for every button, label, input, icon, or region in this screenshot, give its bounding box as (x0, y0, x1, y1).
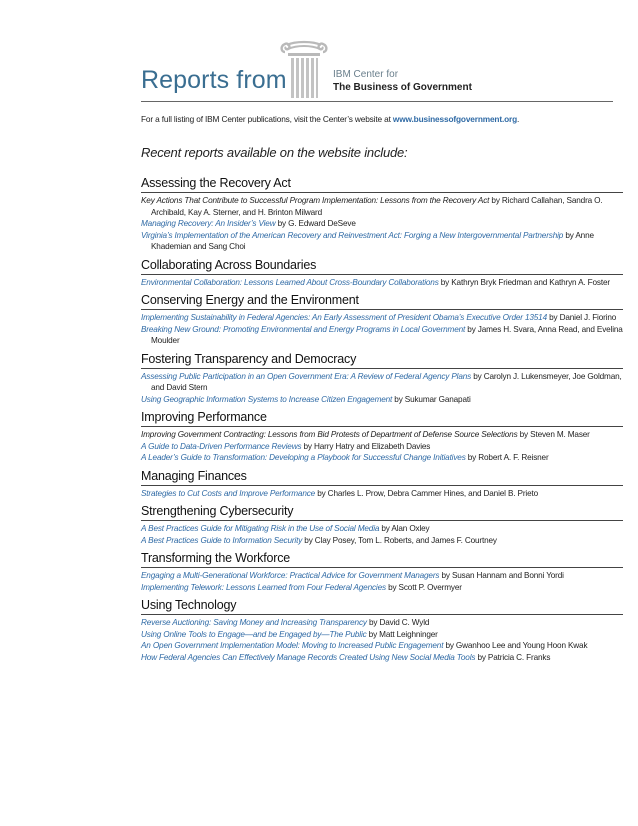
report-entry[interactable] (141, 277, 623, 289)
report-sections (141, 176, 623, 663)
report-entry[interactable] (141, 652, 623, 664)
section (141, 410, 623, 464)
report-title[interactable]: A Best Practices Guide to Information Security (141, 535, 303, 545)
report-authors: by Steven M. Maser (517, 430, 590, 439)
report-title[interactable]: A Best Practices Guide for Mitigating Risk in the Use of Social Media (141, 524, 380, 533)
center-name-label: The Business of Government (333, 82, 472, 93)
report-authors: by David C. Wyld (366, 618, 430, 627)
website-link[interactable]: www.businessofgovernment.org (392, 114, 518, 124)
report-title[interactable]: Using Online Tools to Engage—and be Engaged by—The Public (141, 629, 367, 639)
report-authors: by Clay Posey, Tom L. Roberts, and James F. Courtney (302, 535, 497, 545)
section (141, 258, 623, 289)
report-entry[interactable] (141, 629, 623, 641)
section (141, 504, 623, 546)
section-title: Transforming the Workforce (141, 551, 623, 568)
report-authors: by Sukumar Ganapati (392, 394, 471, 404)
report-title[interactable]: A Leader’s Guide to Transformation: Developing a Playbook for Successful Change Initiatives (141, 453, 466, 462)
report-entry[interactable] (141, 230, 623, 253)
report-authors: by G. Edward DeSeve (275, 219, 356, 228)
report-title[interactable]: Virginia’s Implementation of the American Recovery and Reinvestment Act: Forging a New Intergovernmental Partnership (141, 230, 564, 240)
report-authors: by Richard Callahan, Sandra O. Archibald, Kay A. Sterner, and H. Brinton Milward (151, 196, 603, 217)
report-authors: by Alan Oxley (379, 524, 430, 533)
report-title[interactable]: How Federal Agencies Can Effectively Manage Records Created Using New Social Media Tools (141, 652, 476, 662)
section-title: Fostering Transparency and Democracy (141, 352, 623, 369)
report-title[interactable]: Reverse Auctioning: Saving Money and Increasing Transparency (141, 618, 367, 627)
section-title: Using Technology (141, 598, 623, 615)
report-authors: by Patricia C. Franks (475, 652, 551, 662)
report-entry[interactable] (141, 570, 623, 582)
report-authors: by Matt Leighninger (366, 629, 438, 639)
report-authors: by Robert A. F. Reisner (465, 453, 549, 462)
report-title[interactable]: Key Actions That Contribute to Successful Program Implementation: Lessons from the Recovery Act (141, 196, 490, 205)
section (141, 551, 623, 593)
report-entry[interactable] (141, 535, 623, 547)
report-entry[interactable] (141, 218, 623, 230)
report-title[interactable]: An Open Government Implementation Model: Moving to Increased Public Engagement (141, 641, 444, 650)
report-authors: by Charles L. Prow, Debra Cammer Hines, and Daniel B. Prieto (315, 488, 539, 498)
report-title[interactable]: Implementing Sustainability in Federal Agencies: An Early Assessment of President Obama’s Executive Order 13514 (141, 313, 547, 322)
report-entry[interactable] (141, 617, 623, 629)
report-entry[interactable] (141, 195, 623, 218)
listing-note (141, 114, 621, 124)
header (141, 40, 611, 112)
section (141, 469, 623, 500)
report-authors: by Kathryn Bryk Friedman and Kathryn A. Foster (438, 277, 610, 287)
intro-heading: Recent reports available on the website include: (141, 145, 408, 160)
report-title[interactable]: Engaging a Multi-Generational Workforce: Practical Advice for Government Managers (141, 571, 440, 580)
center-for-label: IBM Center for (333, 69, 399, 80)
report-entry[interactable] (141, 324, 623, 347)
report-authors: by Scott P. Overmyer (385, 582, 462, 592)
header-rule (141, 101, 613, 102)
listing-suffix: . (517, 114, 520, 124)
section-title: Improving Performance (141, 410, 623, 427)
report-entry[interactable] (141, 452, 623, 464)
section (141, 598, 623, 663)
report-title[interactable]: Strategies to Cut Costs and Improve Performance (141, 488, 316, 498)
report-title[interactable]: A Guide to Data-Driven Performance Reviews (141, 441, 302, 451)
report-entry[interactable] (141, 312, 623, 324)
section-title: Collaborating Across Boundaries (141, 258, 623, 275)
report-title[interactable]: Using Geographic Information Systems to Increase Citizen Engagement (141, 394, 393, 404)
report-entry[interactable] (141, 640, 623, 652)
report-title[interactable]: Environmental Collaboration: Lessons Learned About Cross-Boundary Collaborations (141, 277, 439, 287)
report-entry[interactable] (141, 394, 623, 406)
report-entry[interactable] (141, 523, 623, 535)
report-entry[interactable] (141, 582, 623, 594)
report-entry[interactable] (141, 441, 623, 453)
report-title[interactable]: Breaking New Ground: Promoting Environmental and Energy Programs in Local Government (141, 324, 466, 334)
report-entry[interactable] (141, 371, 623, 394)
report-entry[interactable] (141, 429, 623, 441)
report-title[interactable]: Improving Government Contracting: Lessons from Bid Protests of Department of Defense Source Selections (141, 430, 518, 439)
report-authors: by Daniel J. Fiorino (546, 313, 617, 322)
report-title[interactable]: Assessing Public Participation in an Open Government Era: A Review of Federal Agency Plans (141, 371, 472, 381)
report-entry[interactable] (141, 488, 623, 500)
section (141, 293, 623, 347)
reports-from-title: Reports from (141, 66, 287, 94)
report-authors: by Susan Hannam and Bonni Yordi (439, 571, 564, 580)
section-title: Assessing the Recovery Act (141, 176, 623, 193)
section (141, 176, 623, 253)
report-authors: by Harry Hatry and Elizabeth Davies (301, 441, 431, 451)
report-authors: by James H. Svara, Anna Read, and Evelina Moulder (151, 324, 623, 345)
report-authors: by Carolyn J. Lukensmeyer, Joe Goldman, and David Stern (151, 371, 622, 392)
report-authors: by Gwanhoo Lee and Young Hoon Kwak (443, 641, 588, 650)
section-title: Managing Finances (141, 469, 623, 486)
listing-prefix: For a full listing of IBM Center publications, visit the Center’s website at (141, 114, 393, 124)
section (141, 352, 623, 406)
column-capital-logo-icon (279, 40, 329, 98)
section-title: Conserving Energy and the Environment (141, 293, 623, 310)
report-title[interactable]: Managing Recovery: An Insider’s View (141, 219, 276, 228)
report-authors: by Anne Khademian and Sang Choi (151, 230, 594, 251)
report-title[interactable]: Implementing Telework: Lessons Learned from Four Federal Agencies (141, 582, 386, 592)
section-title: Strengthening Cybersecurity (141, 504, 623, 521)
